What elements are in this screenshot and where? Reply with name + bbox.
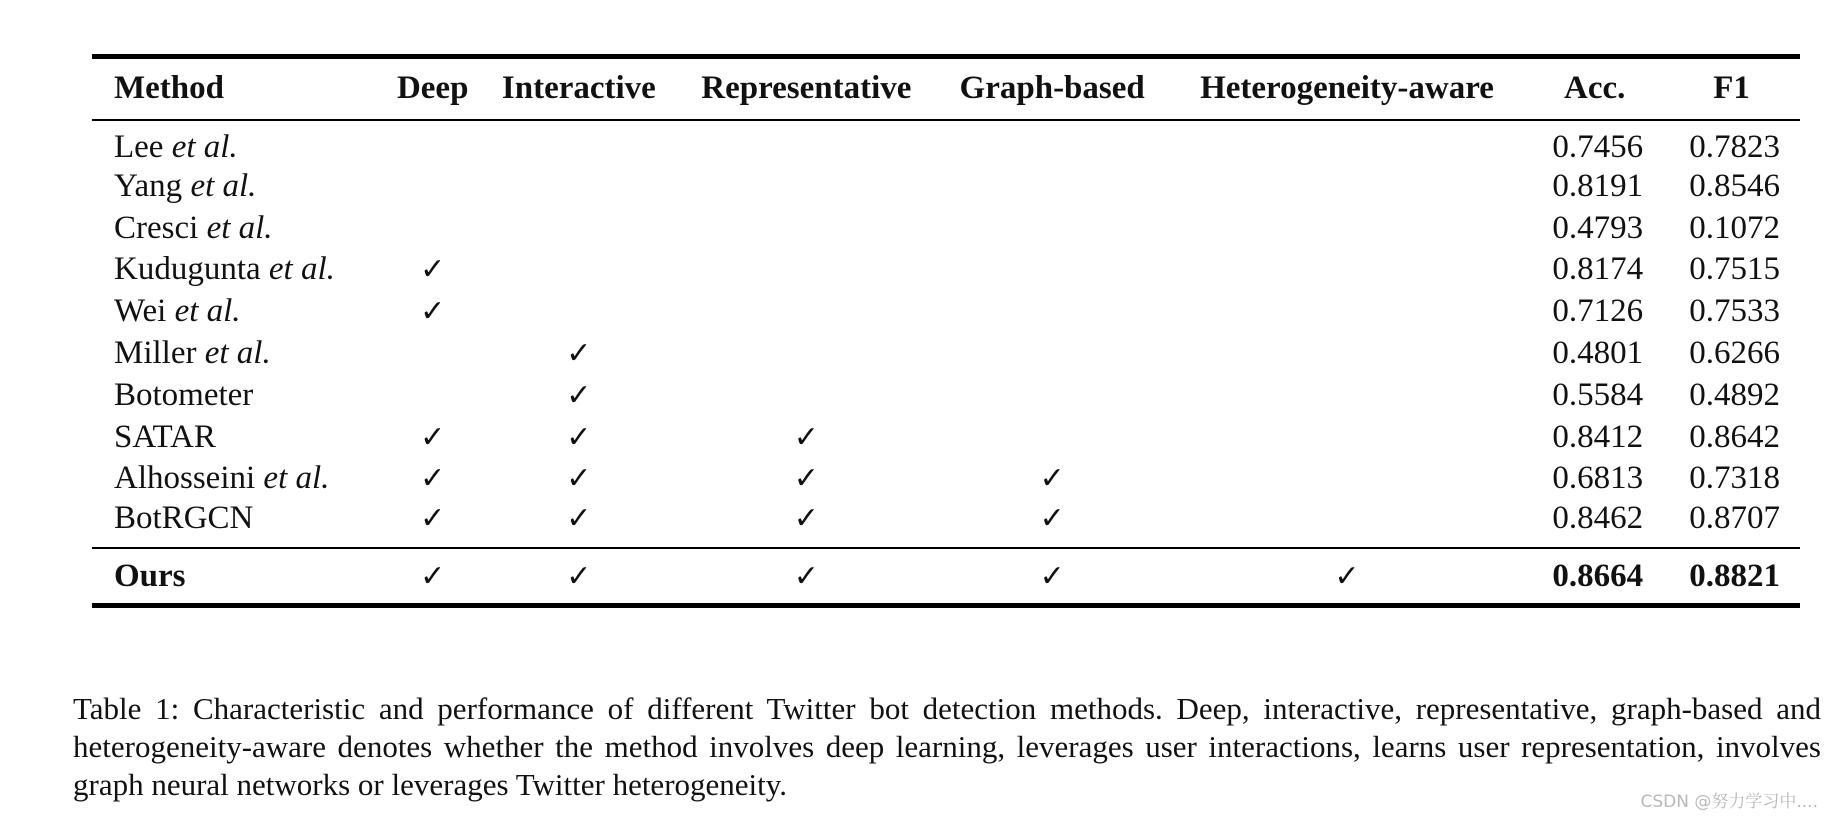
f1-value: 0.7533 [1689, 293, 1780, 330]
f1-value: 0.7823 [1689, 128, 1780, 165]
table-row [92, 458, 1800, 500]
check-cell-heterogeneity-aware [1168, 207, 1527, 249]
et-al-text: et al. [206, 209, 273, 246]
check-cell-graph-based [937, 120, 1168, 166]
acc-value: 0.8174 [1552, 251, 1644, 288]
header-graph-based: Graph-based [959, 70, 1145, 107]
check-cell-representative [676, 207, 936, 249]
method-name [92, 458, 384, 500]
ours-row-group [92, 548, 1800, 606]
method-name-text: Wei [114, 293, 167, 330]
acc-value: 0.5584 [1552, 376, 1644, 413]
header-acc: Acc. [1563, 70, 1626, 107]
check-cell-representative [676, 166, 936, 208]
table-row [92, 291, 1800, 333]
check-cell-graph-based [937, 500, 1168, 548]
checkmark-icon: ✓ [566, 500, 592, 536]
acc-value: 0.4793 [1552, 209, 1644, 246]
ours-f1: 0.8821 [1689, 557, 1780, 594]
checkmark-icon: ✓ [566, 419, 592, 455]
method-name-text: Lee [114, 128, 164, 165]
check-cell-interactive [482, 166, 677, 208]
check-cell-representative [676, 333, 936, 375]
check-cell-interactive [482, 291, 677, 333]
check-cell-heterogeneity-aware [1168, 458, 1527, 500]
f1-value: 0.6266 [1689, 335, 1780, 372]
check-cell-interactive [482, 333, 677, 375]
table-row [92, 249, 1800, 291]
check-cell-representative [676, 249, 936, 291]
checkmark-icon: ✓ [793, 558, 819, 594]
f1-value: 0.8546 [1689, 167, 1780, 204]
checkmark-icon: ✓ [793, 461, 819, 497]
table-row [92, 374, 1800, 416]
et-al-text: et al. [204, 335, 271, 372]
check-cell-heterogeneity-aware [1168, 333, 1527, 375]
method-name [92, 333, 384, 375]
check-cell-deep [384, 120, 482, 166]
ours-check-deep [384, 548, 482, 606]
f1-value: 0.7318 [1689, 460, 1780, 497]
method-name-text: Cresci [114, 209, 199, 246]
check-cell-heterogeneity-aware [1168, 291, 1527, 333]
et-al-text: et al. [263, 460, 330, 497]
header-interactive: Interactive [501, 70, 656, 107]
checkmark-icon: ✓ [1039, 558, 1065, 594]
ours-check-interactive [482, 548, 677, 606]
method-name-text: Botometer [114, 376, 254, 413]
acc-value: 0.8191 [1552, 167, 1644, 204]
method-name [92, 249, 384, 291]
check-cell-deep [384, 166, 482, 208]
check-cell-representative [676, 291, 936, 333]
method-name-text: BotRGCN [114, 499, 254, 536]
check-cell-deep [384, 374, 482, 416]
check-cell-interactive [482, 249, 677, 291]
header-method: Method [114, 70, 224, 107]
checkmark-icon: ✓ [793, 500, 819, 536]
results-table-container [92, 54, 1800, 608]
check-cell-deep [384, 416, 482, 458]
checkmark-icon: ✓ [1039, 500, 1065, 536]
method-name [92, 207, 384, 249]
et-al-text: et al. [190, 167, 257, 204]
et-al-text: et al. [171, 128, 238, 165]
method-name [92, 166, 384, 208]
check-cell-graph-based [937, 249, 1168, 291]
check-cell-graph-based [937, 416, 1168, 458]
f1-value: 0.8707 [1689, 499, 1780, 536]
f1-value: 0.8642 [1689, 418, 1780, 455]
check-cell-representative [676, 416, 936, 458]
acc-value: 0.7456 [1552, 128, 1644, 165]
checkmark-icon: ✓ [420, 294, 446, 330]
check-cell-deep [384, 458, 482, 500]
check-cell-heterogeneity-aware [1168, 500, 1527, 548]
method-name [92, 374, 384, 416]
check-cell-interactive [482, 207, 677, 249]
ours-check-representative [676, 548, 936, 606]
ours-check-heterogeneity-aware [1168, 548, 1527, 606]
header-representative: Representative [701, 70, 912, 107]
check-cell-graph-based [937, 458, 1168, 500]
check-cell-interactive [482, 500, 677, 548]
check-cell-interactive [482, 416, 677, 458]
method-name-text: Miller [114, 335, 197, 372]
acc-value: 0.8462 [1552, 499, 1644, 536]
check-cell-graph-based [937, 291, 1168, 333]
check-cell-interactive [482, 458, 677, 500]
method-name-text: Alhosseini [114, 460, 256, 497]
check-cell-graph-based [937, 374, 1168, 416]
header-heterogeneity-aware: Heterogeneity-aware [1200, 70, 1494, 107]
acc-value: 0.8412 [1552, 418, 1644, 455]
acc-value: 0.7126 [1552, 293, 1644, 330]
check-cell-deep [384, 249, 482, 291]
table-row [92, 500, 1800, 548]
check-cell-heterogeneity-aware [1168, 249, 1527, 291]
check-cell-representative [676, 458, 936, 500]
ours-method-name: Ours [114, 557, 186, 594]
checkmark-icon: ✓ [793, 419, 819, 455]
ours-acc: 0.8664 [1552, 557, 1644, 594]
acc-value: 0.6813 [1552, 460, 1644, 497]
check-cell-representative [676, 500, 936, 548]
method-name [92, 416, 384, 458]
method-name [92, 500, 384, 548]
header-deep: Deep [396, 70, 469, 107]
check-cell-graph-based [937, 207, 1168, 249]
f1-value: 0.4892 [1689, 376, 1780, 413]
check-cell-representative [676, 120, 936, 166]
acc-value: 0.4801 [1552, 335, 1644, 372]
table-row [92, 416, 1800, 458]
method-name-text: Yang [114, 167, 183, 204]
checkmark-icon: ✓ [420, 461, 446, 497]
checkmark-icon: ✓ [420, 500, 446, 536]
check-cell-heterogeneity-aware [1168, 166, 1527, 208]
check-cell-deep [384, 291, 482, 333]
method-name-text: Kudugunta [114, 251, 261, 288]
checkmark-icon: ✓ [566, 336, 592, 372]
checkmark-icon: ✓ [1334, 558, 1360, 594]
check-cell-interactive [482, 120, 677, 166]
checkmark-icon: ✓ [566, 558, 592, 594]
f1-value: 0.1072 [1689, 209, 1780, 246]
header-row [92, 57, 1800, 120]
checkmark-icon: ✓ [420, 252, 446, 288]
check-cell-heterogeneity-aware [1168, 120, 1527, 166]
check-cell-heterogeneity-aware [1168, 416, 1527, 458]
table-row [92, 207, 1800, 249]
results-table [92, 54, 1800, 608]
check-cell-graph-based [937, 333, 1168, 375]
method-name [92, 120, 384, 166]
ours-check-graph-based [937, 548, 1168, 606]
check-cell-interactive [482, 374, 677, 416]
checkmark-icon: ✓ [420, 419, 446, 455]
et-al-text: et al. [174, 293, 241, 330]
check-cell-heterogeneity-aware [1168, 374, 1527, 416]
method-name-text: SATAR [114, 418, 216, 455]
checkmark-icon: ✓ [566, 377, 592, 413]
check-cell-deep [384, 500, 482, 548]
check-cell-deep [384, 207, 482, 249]
table-row [92, 166, 1800, 208]
watermark: CSDN @努力学习中.... [1640, 792, 1818, 812]
check-cell-representative [676, 374, 936, 416]
checkmark-icon: ✓ [566, 461, 592, 497]
et-al-text: et al. [268, 251, 335, 288]
check-cell-graph-based [937, 166, 1168, 208]
table-row [92, 333, 1800, 375]
table-caption: Table 1: Characteristic and performance of different Twitter bot detection methods. Deep, interactive, representative, graph-based and heterogeneity-aware denotes whether the method involves deep learning, leverages user interactions, learns user representation, involves graph neural networks or leverages Twitter heterogeneity. [73, 691, 1821, 802]
method-name [92, 291, 384, 333]
checkmark-icon: ✓ [420, 558, 446, 594]
ours-row [92, 548, 1800, 606]
check-cell-deep [384, 333, 482, 375]
baseline-rows [92, 120, 1800, 548]
f1-value: 0.7515 [1689, 251, 1780, 288]
table-row [92, 120, 1800, 166]
header-f1: F1 [1713, 70, 1750, 107]
checkmark-icon: ✓ [1039, 461, 1065, 497]
